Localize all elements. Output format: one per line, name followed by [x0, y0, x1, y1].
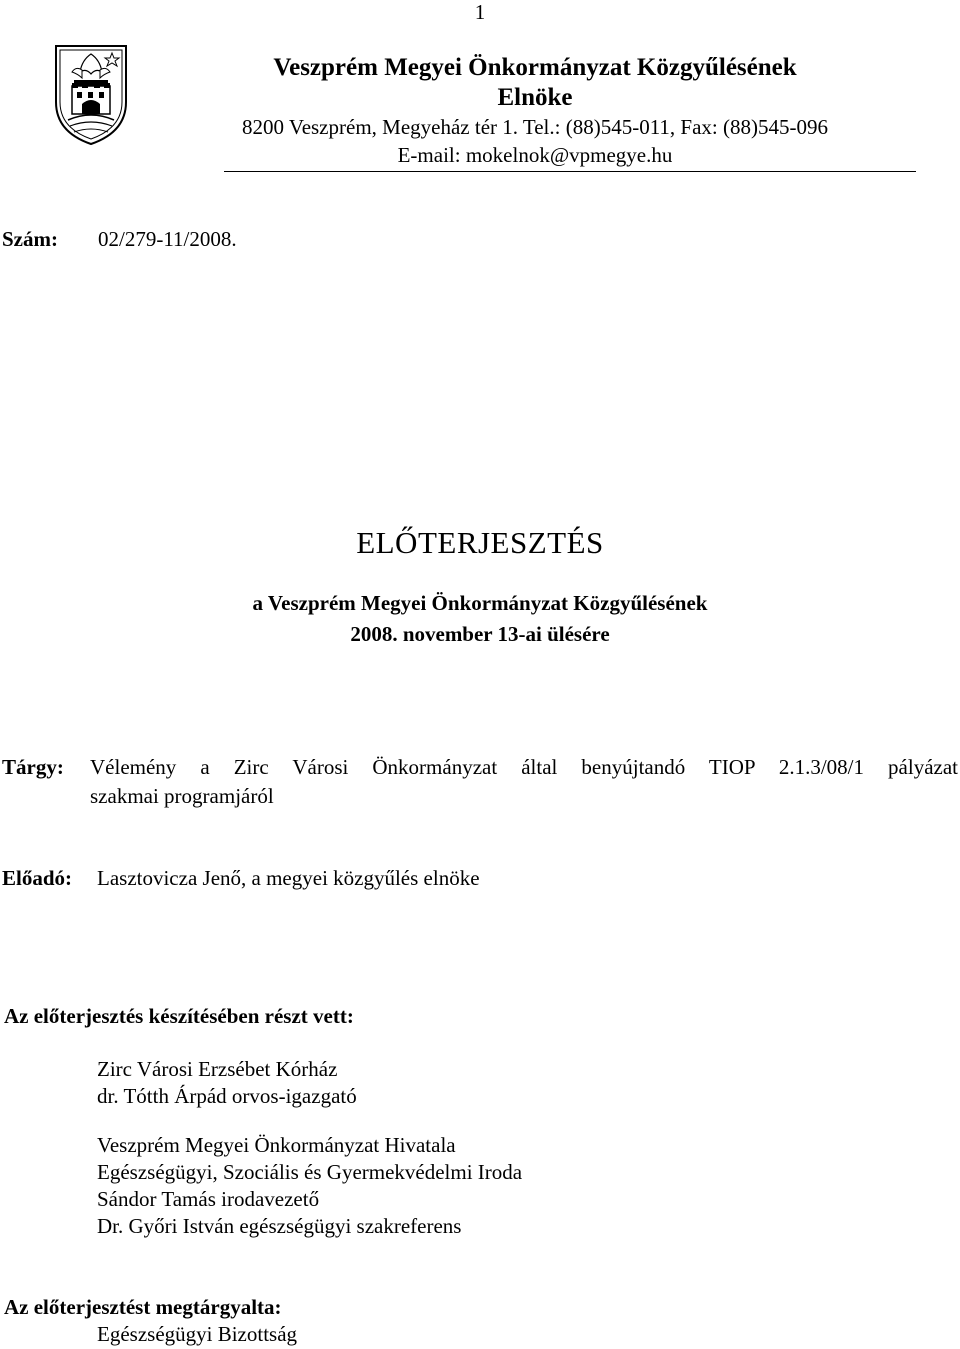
- presenter-label: Előadó:: [2, 866, 73, 890]
- preparation-group-1: [97, 1056, 522, 1110]
- reference-label: Szám:: [2, 227, 58, 251]
- reference-value: 02/279-11/2008.: [98, 227, 237, 251]
- subject-label: Tárgy:: [2, 755, 64, 779]
- list-item: dr. Tótth Árpád orvos-igazgató: [97, 1084, 357, 1108]
- list-item: Egészségügyi, Szociális és Gyermekvédelmi Iroda: [97, 1160, 523, 1184]
- preparation-group-2: [97, 1132, 522, 1240]
- county-coat-of-arms-icon: [52, 40, 130, 148]
- list-item: Zirc Városi Erzsébet Kórház: [97, 1057, 338, 1081]
- page-number: 1: [474, 0, 486, 24]
- subject-text-line-2: szakmai programjáról: [90, 784, 274, 808]
- reference-number: [2, 225, 237, 253]
- org-address: 8200 Veszprém, Megyeház tér 1. Tel.: (88)545-011, Fax: (88)545-096: [241, 115, 828, 139]
- header-divider: [224, 171, 916, 172]
- subject-text-line-1: Vélemény a Zirc Városi Önkormányzat által benyújtandó TIOP 2.1.3/08/1 pályázat: [90, 755, 958, 779]
- presenter: [2, 864, 480, 892]
- list-item: Dr. Győri István egészségügyi szakreferens: [97, 1214, 462, 1238]
- list-item: Veszprém Megyei Önkormányzat Hivatala: [97, 1133, 456, 1157]
- document-subtitle: [0, 588, 960, 650]
- subtitle-line-2: 2008. november 13-ai ülésére: [350, 622, 610, 646]
- letterhead: [150, 52, 920, 169]
- list-item: Sándor Tamás irodavezető: [97, 1187, 320, 1211]
- org-name: Veszprém Megyei Önkormányzat Közgyűlésének: [273, 54, 797, 81]
- discussed-value: Egészségügyi Bizottság: [97, 1322, 298, 1346]
- presenter-value: Lasztovicza Jenő, a megyei közgyűlés elnöke: [97, 866, 480, 890]
- discussed-label: Az előterjesztést megtárgyalta:: [4, 1295, 282, 1319]
- org-role: Elnöke: [497, 84, 573, 111]
- preparation-list: [97, 1056, 522, 1240]
- org-email: E-mail: mokelnok@vpmegye.hu: [397, 143, 673, 167]
- preparation-label: Az előterjesztés készítésében részt vett:: [4, 1004, 354, 1028]
- subtitle-line-1: a Veszprém Megyei Önkormányzat Közgyűlésének: [252, 591, 708, 615]
- document-title: ELŐTERJESZTÉS: [356, 525, 604, 560]
